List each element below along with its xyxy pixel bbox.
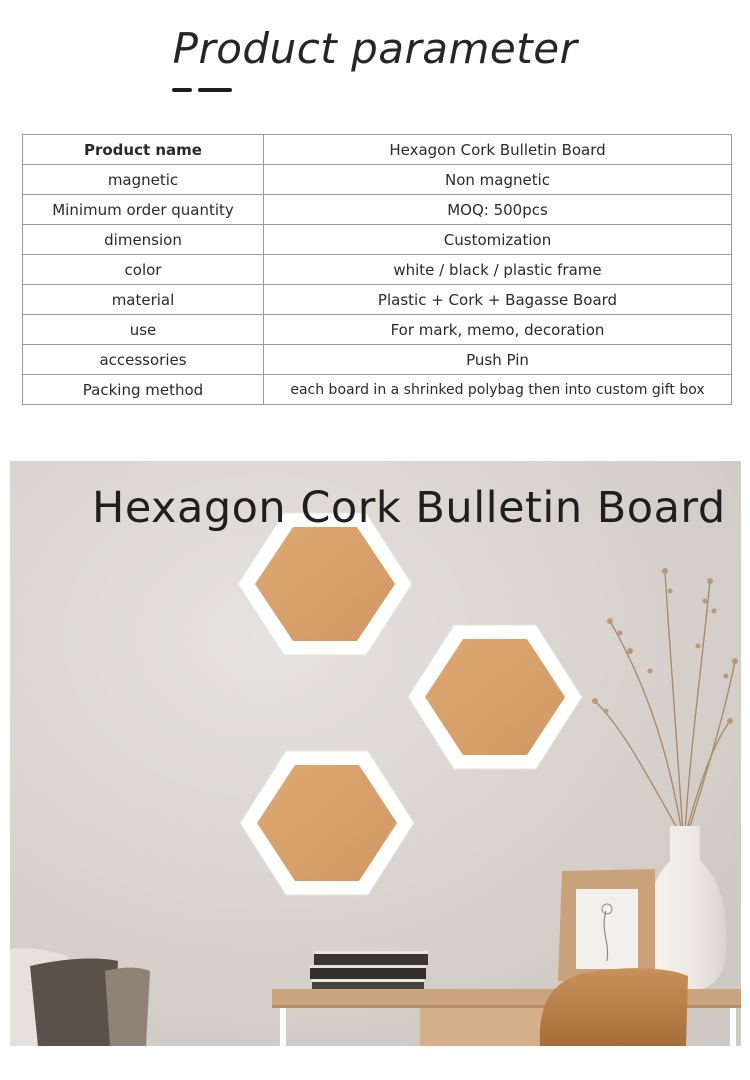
param-value: Customization [264,225,732,255]
param-label: use [23,315,264,345]
title-underline-dash [198,88,232,92]
param-value: MOQ: 500pcs [264,195,732,225]
param-value: Push Pin [264,345,732,375]
param-label: Minimum order quantity [23,195,264,225]
table-row [23,375,732,405]
product-photo [10,461,741,1046]
param-value: For mark, memo, decoration [264,315,732,345]
table-row [23,165,732,195]
param-label: material [23,285,264,315]
section-title: Product parameter [172,24,578,73]
param-label: Product name [23,135,264,165]
param-label: Packing method [23,375,264,405]
table-row [23,195,732,225]
param-label: magnetic [23,165,264,195]
table-row [23,255,732,285]
param-label: accessories [23,345,264,375]
param-label: color [23,255,264,285]
section-header [0,22,750,102]
photo-title: Hexagon Cork Bulletin Board [92,483,726,533]
book-stack [310,951,428,992]
param-label: dimension [23,225,264,255]
table-row [23,315,732,345]
table-row [23,225,732,255]
picture-frame [558,869,655,981]
parameter-table [22,134,732,405]
param-value: Non magnetic [264,165,732,195]
param-value: each board in a shrinked polybag then into custom gift box [264,375,732,405]
table-row [23,135,732,165]
param-value: Plastic + Cork + Bagasse Board [264,285,732,315]
title-underline-dash [172,88,192,92]
table-row [23,345,732,375]
param-value: white / black / plastic frame [264,255,732,285]
param-value: Hexagon Cork Bulletin Board [264,135,732,165]
room-scene-illustration [10,461,741,1046]
table-row [23,285,732,315]
